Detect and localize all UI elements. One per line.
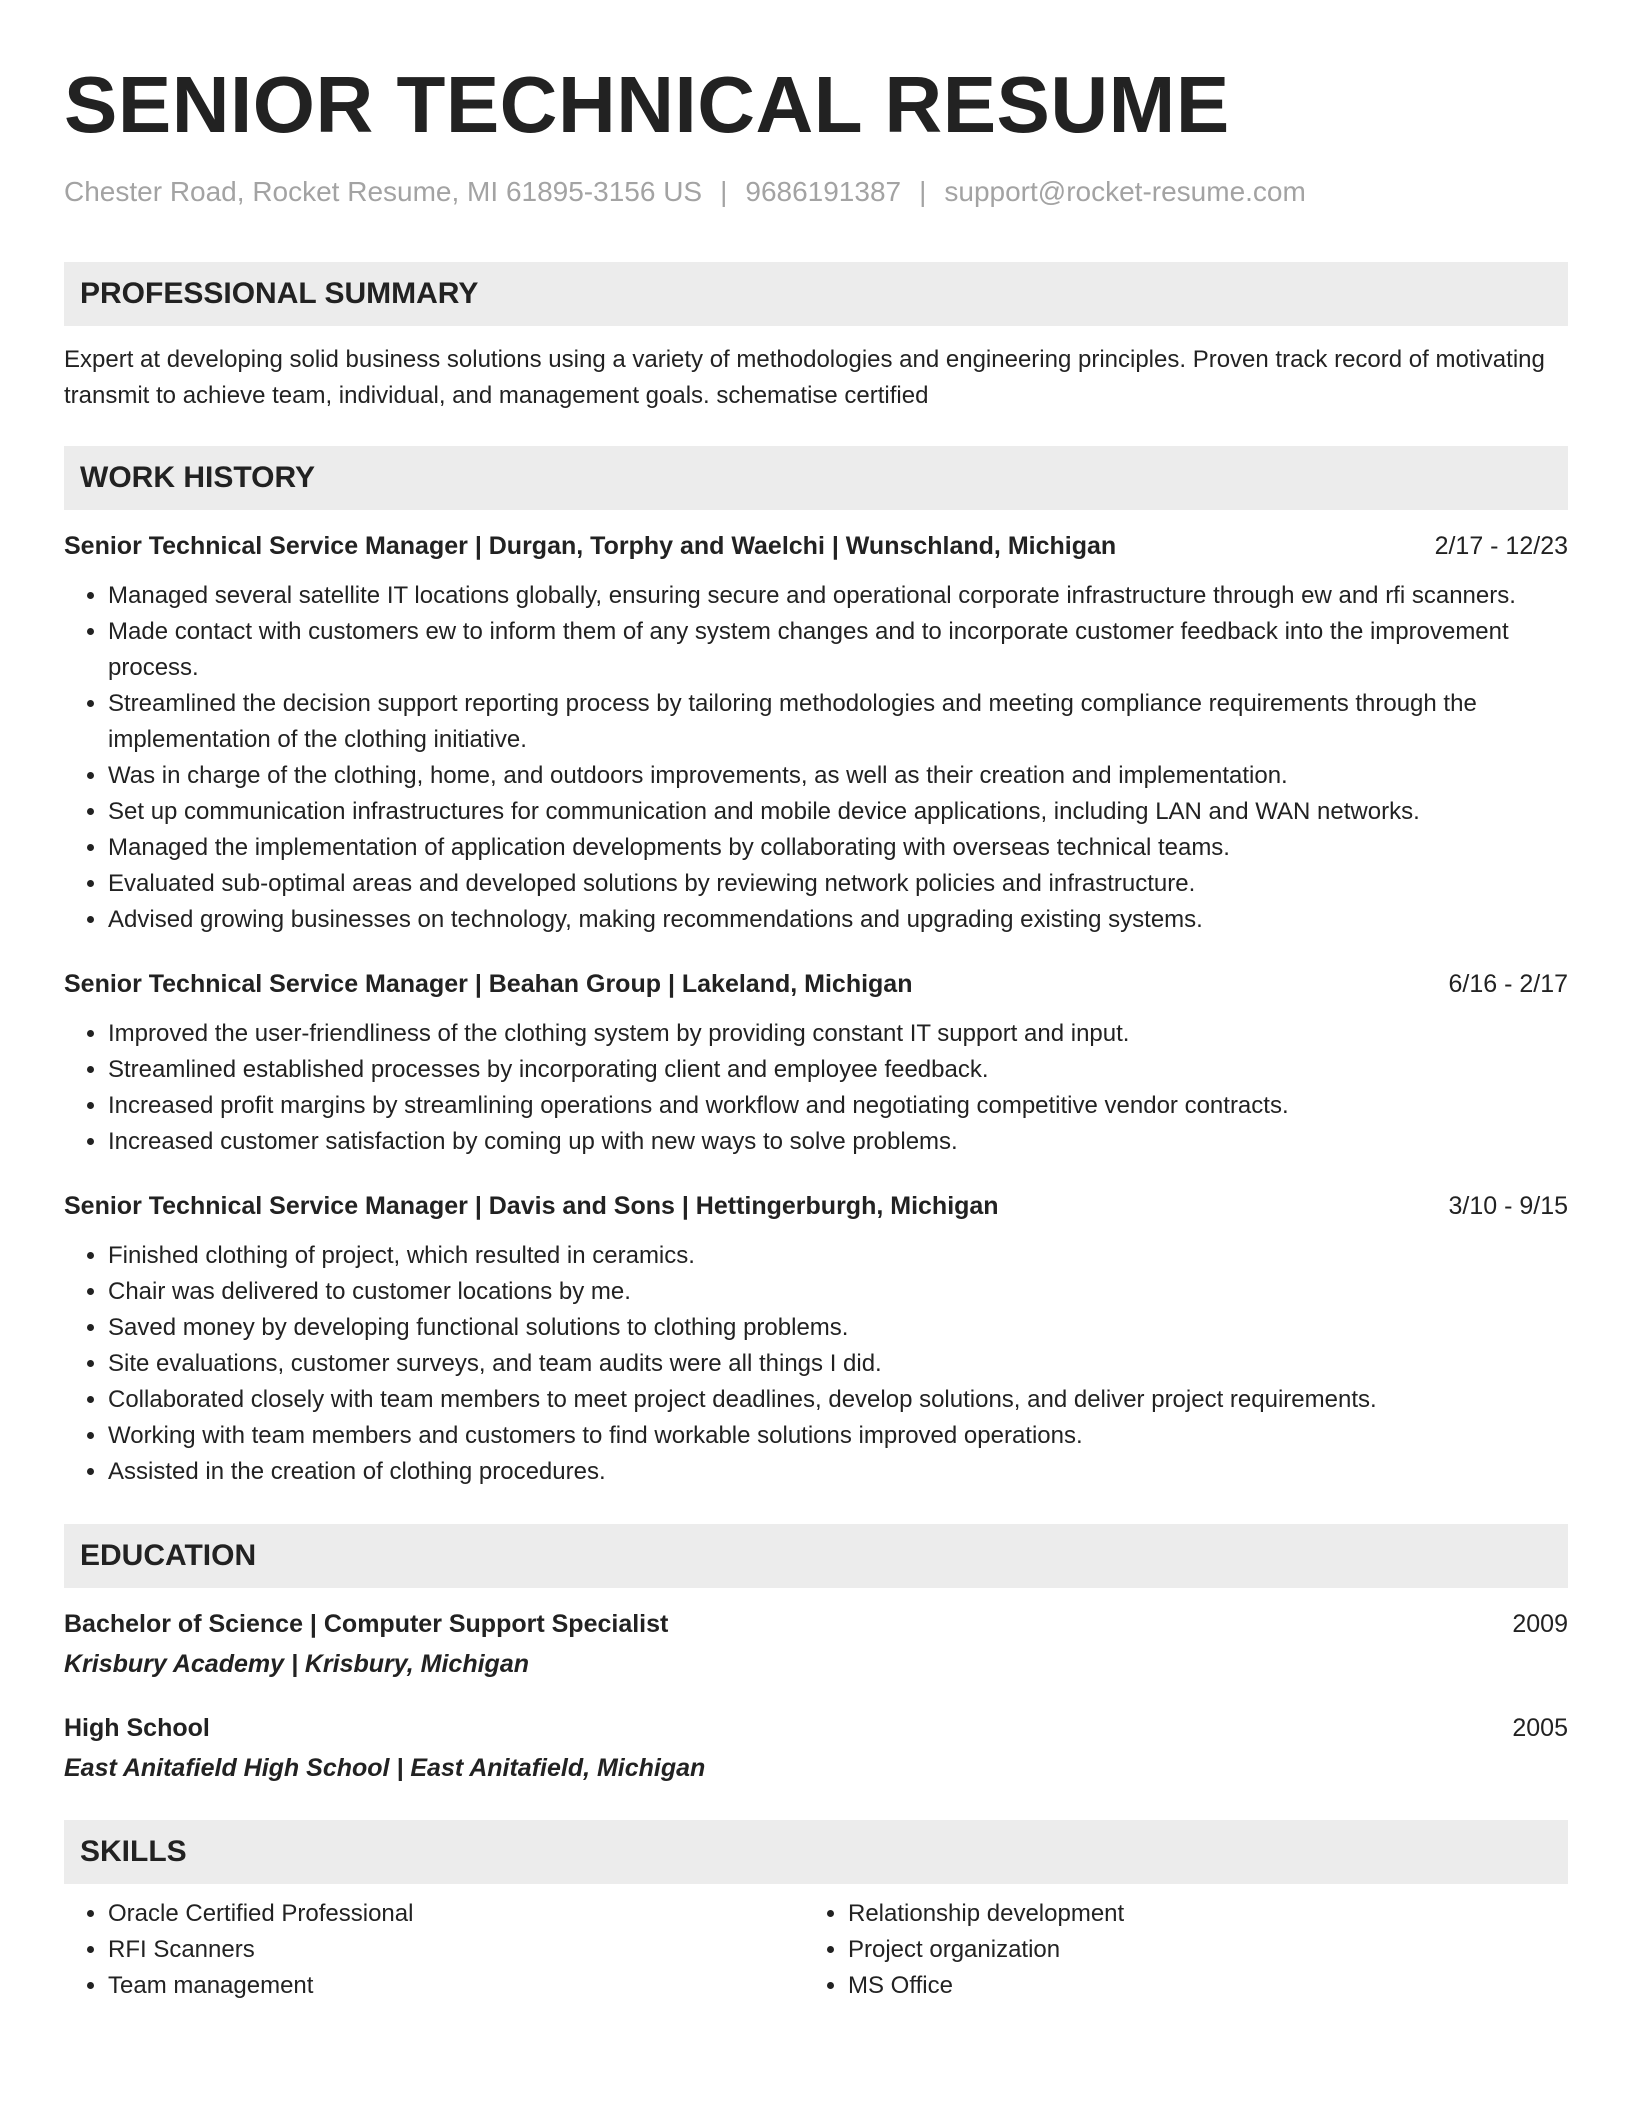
skill-item: • Project organization: [848, 1932, 1544, 1968]
skills-column-left: [64, 1896, 804, 2004]
job-title: Senior Technical Service Manager | Durgan, Torphy and Waelchi | Wunschland, Michigan: [64, 532, 1117, 560]
education-year: 2009: [1512, 1610, 1568, 1638]
skill-item: • MS Office: [848, 1968, 1544, 2004]
job-bullet: • Assisted in the creation of clothing procedures.: [108, 1454, 1568, 1490]
job-title: Senior Technical Service Manager | Davis and Sons | Hettingerburgh, Michigan: [64, 1192, 999, 1220]
resume-title: SENIOR TECHNICAL RESUME: [64, 60, 1230, 149]
job-bullet: • Finished clothing of project, which resulted in ceramics.: [108, 1238, 1568, 1274]
job-bullet: • Managed several satellite IT locations globally, ensuring secure and operational corporate infrastructure through ew and rfi scanners.: [108, 578, 1568, 614]
summary-heading: PROFESSIONAL SUMMARY: [64, 262, 1568, 326]
job-dates: 6/16 - 2/17: [1448, 970, 1568, 998]
contact-separator: |: [720, 176, 728, 207]
job-bullet: • Managed the implementation of application developments by collaborating with overseas technical teams.: [108, 830, 1568, 866]
job-entry: [64, 966, 1568, 1160]
skills-heading: SKILLS: [64, 1820, 1568, 1884]
contact-separator: |: [919, 176, 927, 207]
summary-text: Expert at developing solid business solutions using a variety of methodologies and engineering principles. Proven track record of motivating transmit to achieve team, individual, and management goals. schematise certified: [64, 346, 1545, 409]
job-bullets: [64, 1238, 1568, 1490]
job-title: Senior Technical Service Manager | Beahan Group | Lakeland, Michigan: [64, 970, 913, 998]
job-bullet: • Site evaluations, customer surveys, and team audits were all things I did.: [108, 1346, 1568, 1382]
contact-phone: 9686191387: [745, 176, 902, 207]
skill-item: • Team management: [108, 1968, 804, 2004]
job-bullet: • Collaborated closely with team members to meet project deadlines, develop solutions, and deliver project requirements.: [108, 1382, 1568, 1418]
skill-item: • Oracle Certified Professional: [108, 1896, 804, 1932]
job-bullets: [64, 1016, 1568, 1160]
skill-item: • RFI Scanners: [108, 1932, 804, 1968]
skills-list: [64, 1896, 1568, 2004]
job-bullet: • Working with team members and customers to find workable solutions improved operations.: [108, 1418, 1568, 1454]
job-bullet: • Was in charge of the clothing, home, and outdoors improvements, as well as their creation and implementation.: [108, 758, 1568, 794]
job-bullet: • Made contact with customers ew to inform them of any system changes and to incorporate customer feedback into the improvement process.: [108, 614, 1568, 686]
education-entry: [64, 1606, 1568, 1682]
job-entry: [64, 1188, 1568, 1490]
skill-item: • Relationship development: [848, 1896, 1544, 1932]
job-bullet: • Increased customer satisfaction by coming up with new ways to solve problems.: [108, 1124, 1568, 1160]
education-degree: High School: [64, 1714, 210, 1742]
job-bullet: • Set up communication infrastructures for communication and mobile device applications, including LAN and WAN networks.: [108, 794, 1568, 830]
education-entry: [64, 1710, 1568, 1786]
education-heading: EDUCATION: [64, 1524, 1568, 1588]
work-history-heading: WORK HISTORY: [64, 446, 1568, 510]
education-school: Krisbury Academy | Krisbury, Michigan: [64, 1650, 529, 1678]
education-year: 2005: [1512, 1714, 1568, 1742]
contact-email: support@rocket-resume.com: [944, 176, 1306, 207]
job-bullet: • Streamlined the decision support reporting process by tailoring methodologies and meeting compliance requirements through the implementation of the clothing initiative.: [108, 686, 1568, 758]
job-bullet: • Increased profit margins by streamlining operations and workflow and negotiating competitive vendor contracts.: [108, 1088, 1568, 1124]
job-dates: 2/17 - 12/23: [1434, 532, 1568, 560]
job-bullet: • Saved money by developing functional solutions to clothing problems.: [108, 1310, 1568, 1346]
job-bullet: • Advised growing businesses on technology, making recommendations and upgrading existing systems.: [108, 902, 1568, 938]
job-dates: 3/10 - 9/15: [1448, 1192, 1568, 1220]
job-bullet: • Evaluated sub-optimal areas and developed solutions by reviewing network policies and infrastructure.: [108, 866, 1568, 902]
job-entry: [64, 528, 1568, 938]
job-bullet: • Improved the user-friendliness of the clothing system by providing constant IT support and input.: [108, 1016, 1568, 1052]
contact-address: Chester Road, Rocket Resume, MI 61895-3156 US: [64, 176, 703, 207]
job-bullets: [64, 578, 1568, 938]
contact-line: [64, 174, 1568, 210]
job-bullet: • Chair was delivered to customer locations by me.: [108, 1274, 1568, 1310]
education-school: East Anitafield High School | East Anitafield, Michigan: [64, 1754, 706, 1782]
education-degree: Bachelor of Science | Computer Support Specialist: [64, 1610, 669, 1638]
job-bullet: • Streamlined established processes by incorporating client and employee feedback.: [108, 1052, 1568, 1088]
skills-column-right: [804, 1896, 1544, 2004]
